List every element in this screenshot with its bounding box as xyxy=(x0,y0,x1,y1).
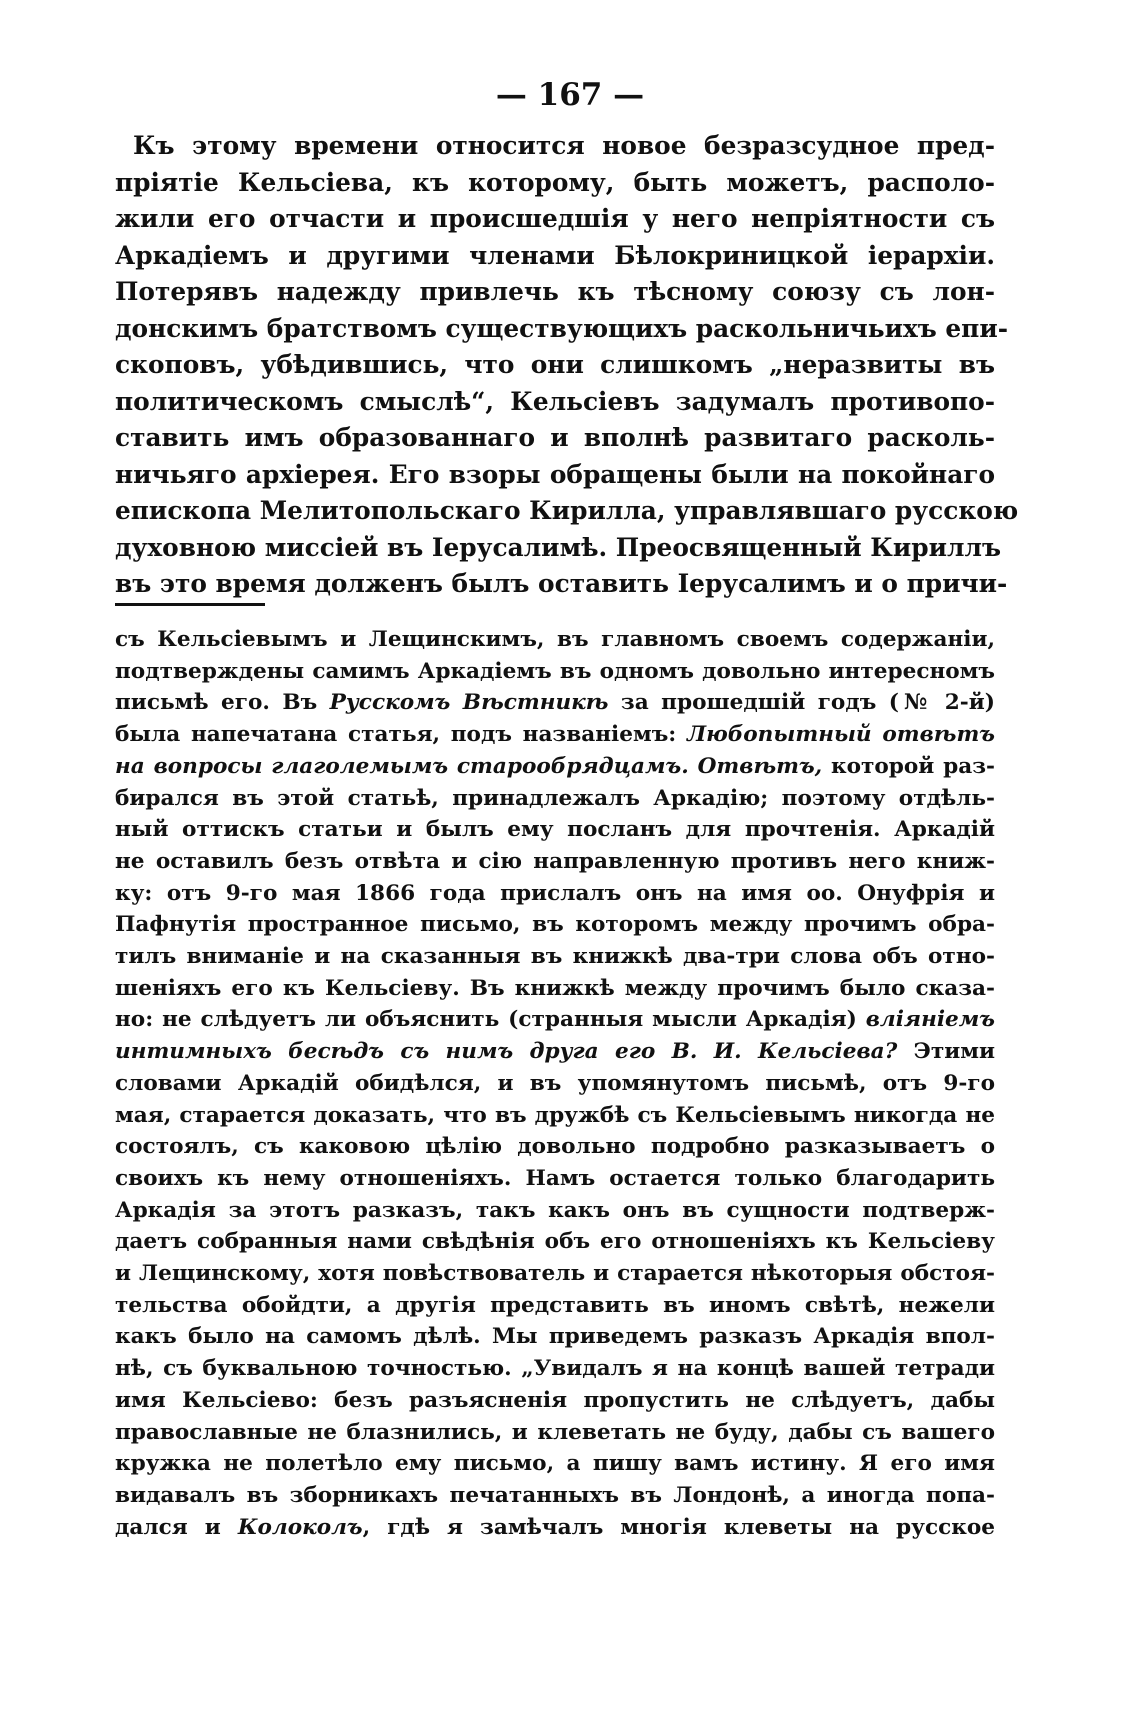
footnote-line xyxy=(115,1163,995,1195)
footnote-line xyxy=(115,1290,995,1322)
footnote-text: ный оттискъ статьи и былъ ему посланъ для прочтенія. Аркадій xyxy=(115,817,995,843)
footnote-line xyxy=(115,1068,995,1100)
footnote-line xyxy=(115,1353,995,1385)
footnote-line xyxy=(115,1100,995,1132)
footnote-text: имя Кельсіево: безъ разъясненія пропустить не слѣдуетъ, дабы xyxy=(115,1387,995,1413)
footnote-text: не оставилъ безъ отвѣта и сію направленную противъ него книж- xyxy=(115,848,995,874)
footnote-text: Любопытный отвѣтъ xyxy=(686,722,995,748)
footnote-text: Колоколъ xyxy=(237,1514,363,1540)
main-text xyxy=(115,128,1019,603)
footnote-text: бирался въ этой статьѣ, принадлежалъ Аркадію; поэтому отдѣль- xyxy=(115,785,995,811)
footnote-separator xyxy=(115,603,265,606)
text-line: ставить имъ образованнаго и вполнѣ развитаго расколь- xyxy=(115,423,995,452)
footnote-line xyxy=(115,878,995,910)
footnote-text: вліяніемъ xyxy=(865,1007,995,1033)
footnote-text: тельства обойдти, а другія представить въ иномъ свѣтѣ, нежели xyxy=(115,1292,995,1318)
footnote xyxy=(115,624,995,1543)
footnote-text: интимныхъ бесѣдъ съ нимъ друга его В. И. Кельсіева? xyxy=(115,1039,898,1065)
footnote-text: , гдѣ я замѣчалъ многія клеветы на русское xyxy=(362,1514,996,1540)
footnote-text: своихъ къ нему отношеніяхъ. Намъ остается только благодарить xyxy=(115,1165,995,1191)
text-line: епископа Мелитопольскаго Кирилла, управлявшаго русскою xyxy=(115,496,1019,525)
footnote-text: православные не блазнились, и клеветать не буду, дабы съ вашего xyxy=(115,1419,995,1445)
footnote-text: какъ было на самомъ дѣлѣ. Мы приведемъ разказъ Аркадія впол- xyxy=(115,1324,995,1350)
page-number: — 167 — xyxy=(495,77,645,113)
text-line: Къ этому времени относится новое безразсудное пред- xyxy=(133,131,995,160)
text-line: Аркадіемъ и другими членами Бѣлокриницкой іерархіи. xyxy=(115,240,995,270)
text-line: духовною миссіей въ Іерусалимѣ. Преосвященный Кириллъ xyxy=(115,532,1001,562)
footnote-line xyxy=(115,1417,995,1449)
footnote-line xyxy=(115,1258,995,1290)
footnote-text: состоялъ, съ каковою цѣлію довольно подробно разказываетъ о xyxy=(115,1134,995,1160)
footnote-text: Пафнутія пространное письмо, въ которомъ между прочимъ обра- xyxy=(115,912,995,938)
footnote-text: ку: отъ 9-го мая 1866 года прислалъ онъ на имя оо. Онуфрія и xyxy=(115,880,995,906)
text-line: пріятіе Кельсіева, къ которому, быть можетъ, располо- xyxy=(115,167,995,197)
text-line: въ это время долженъ былъ оставить Іерусалимъ и о причи- xyxy=(115,569,1008,598)
footnote-text: нѣ, съ буквальною точностью. „Увидалъ я на концѣ вашей тетради xyxy=(115,1356,995,1382)
footnote-line xyxy=(115,687,995,719)
footnote-line xyxy=(115,624,995,656)
text-line: ничьяго архіерея. Его взоры обращены были на покойнаго xyxy=(115,459,995,489)
text-line: скоповъ, убѣдившись, что они слишкомъ „неразвиты въ xyxy=(115,350,995,379)
footnote-text: кружка не полетѣло ему письмо, а пишу вамъ истину. Я его имя xyxy=(115,1451,995,1477)
footnote-line xyxy=(115,1448,995,1480)
footnote-line xyxy=(115,846,995,878)
footnote-line xyxy=(115,1385,995,1417)
footnote-text: на вопросы глаголемымъ старообрядцамъ. Отвѣтъ, xyxy=(115,753,823,779)
footnote-text: мая, старается доказать, что въ дружбѣ съ Кельсіевымъ никогда не xyxy=(115,1102,995,1128)
footnote-text: и Лещинскому, хотя повѣствователь и старается нѣкоторыя обстоя- xyxy=(115,1261,995,1287)
text-line: политическомъ смыслѣ“, Кельсіевъ задумалъ противопо- xyxy=(115,386,995,416)
footnote-text: тилъ вниманіе и на сказанныя въ книжкѣ два-три слова объ отно- xyxy=(115,944,995,970)
footnote-line xyxy=(115,1195,995,1227)
footnote-text: Этими xyxy=(897,1039,995,1065)
footnote-line xyxy=(115,941,995,973)
footnote-line xyxy=(115,783,995,815)
footnote-line xyxy=(115,1321,995,1353)
footnote-line xyxy=(115,656,995,688)
footnote-text: была напечатана статья, подъ названіемъ: xyxy=(115,722,687,748)
footnote-line xyxy=(115,1004,995,1036)
footnote-text: письмѣ его. Въ xyxy=(115,690,330,716)
footnote-text: за прошедшій годъ (№ 2-й) xyxy=(608,690,996,716)
footnote-text: словами Аркадій обидѣлся, и въ упомянутомъ письмѣ, отъ 9-го xyxy=(115,1070,995,1096)
footnote-text: дался и xyxy=(115,1514,238,1540)
footnote-text: но: не слѣдуетъ ли объяснить (странныя мысли Аркадія) xyxy=(115,1007,866,1033)
footnote-line xyxy=(115,814,995,846)
footnote-text: которой раз- xyxy=(822,753,995,779)
text-line: жили его отчасти и происшедшія у него непріятности съ xyxy=(115,204,995,233)
footnote-line xyxy=(115,1480,995,1512)
footnote-text: подтверждены самимъ Аркадіемъ въ одномъ довольно интересномъ xyxy=(115,658,995,684)
footnote-text: съ Кельсіевымъ и Лещинскимъ, въ главномъ своемъ содержаніи, xyxy=(115,627,995,652)
footnote-line xyxy=(115,1512,995,1544)
footnote-line xyxy=(115,1226,995,1258)
footnote-text: шеніяхъ его къ Кельсіеву. Въ книжкѣ между прочимъ было сказа- xyxy=(115,975,995,1001)
footnote-line xyxy=(115,1131,995,1163)
footnote-line xyxy=(115,1036,995,1068)
footnote-text: даетъ собранныя нами свѣдѣнія объ его отношеніяхъ къ Кельсіеву xyxy=(115,1229,995,1255)
text-line: Потерявъ надежду привлечь къ тѣсному союзу съ лон- xyxy=(115,277,995,306)
footnote-line xyxy=(115,973,995,1005)
footnote-line xyxy=(115,719,995,751)
footnote-text: видавалъ въ зборникахъ печатанныхъ въ Лондонѣ, а иногда попа- xyxy=(115,1482,995,1508)
footnote-line xyxy=(115,909,995,941)
footnote-line xyxy=(115,751,995,783)
text-line: донскимъ братствомъ существующихъ раскольничьихъ епи- xyxy=(115,313,1009,343)
footnote-text: Русскомъ Вѣстникѣ xyxy=(329,690,609,716)
footnote-text: Аркадія за этотъ разказъ, такъ какъ онъ въ сущности подтверж- xyxy=(115,1197,995,1223)
